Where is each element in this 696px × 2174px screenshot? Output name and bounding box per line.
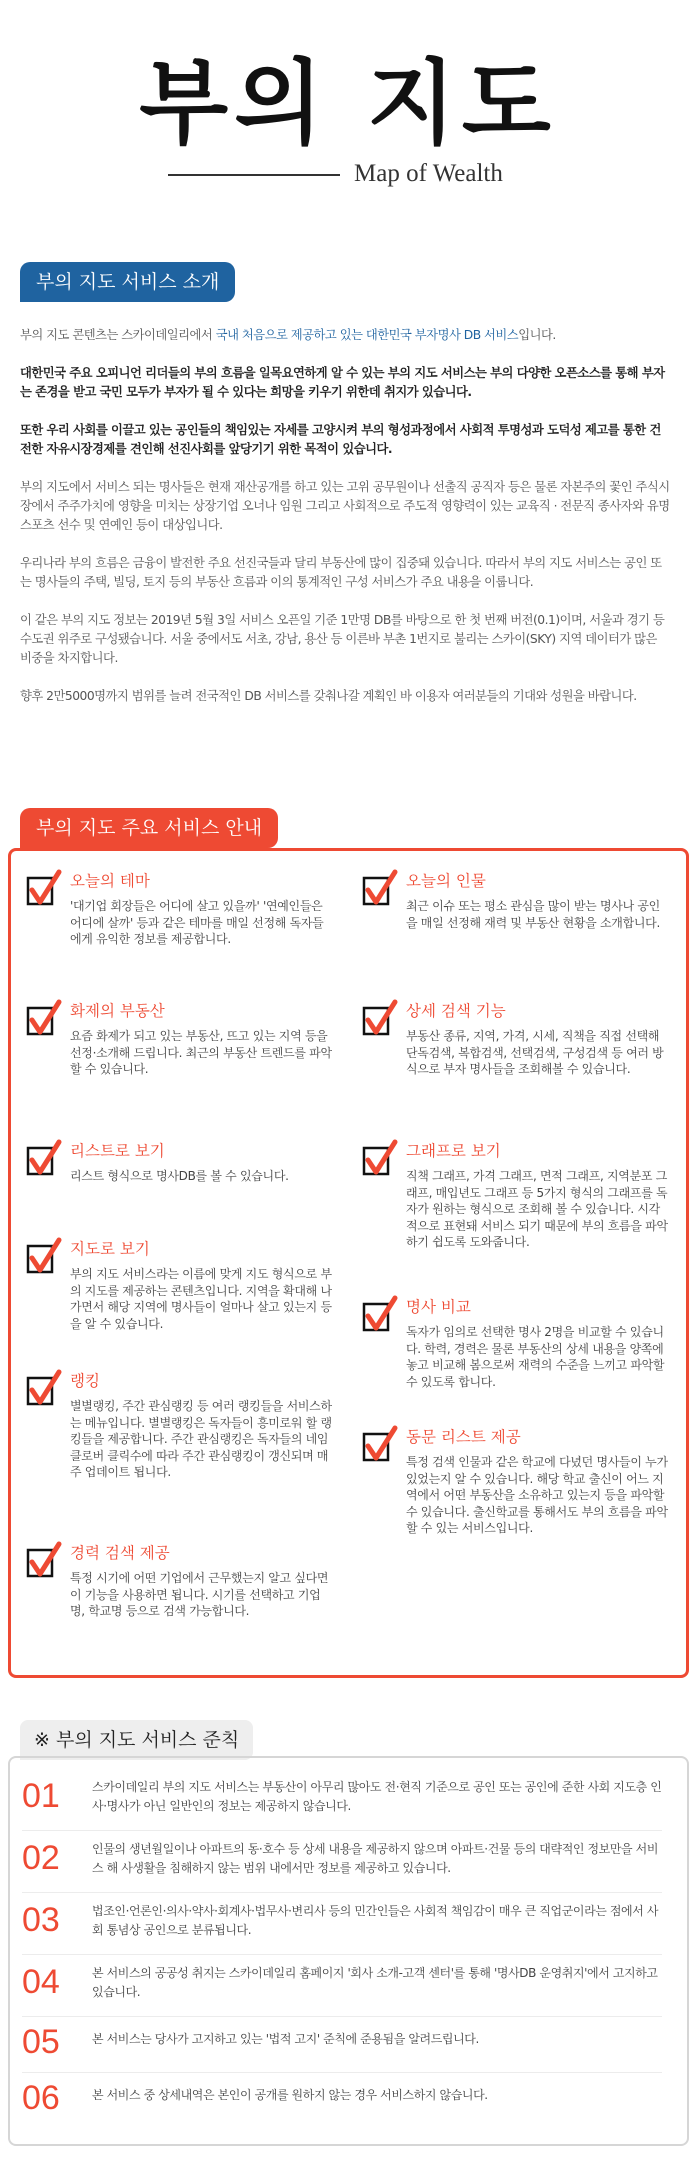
- service-description: 별별랭킹, 주간 관심랭킹 등 여러 랭킹들을 서비스하는 메뉴입니다. 별별랭킹은 독자들이 흥미로워 할 랭킹들을 제공합니다. 주간 관심랭킹은 독자들의 네임클로버 클릭수에 따라 주간 관심랭킹이 갱신되며 매주 업데이트 됩니다.: [70, 1399, 332, 1479]
- service-title: 상세 검색 기능: [406, 1002, 506, 1020]
- checkmark-box-icon: [362, 868, 398, 912]
- rule-text: 법조인·언론인·의사·약사·회계사·법무사·변리사 등의 민간인들은 사회적 책임감이 매우 큰 직업군이라는 점에서 사회 통념상 공인으로 분류됩니다.: [92, 1904, 659, 1937]
- service-description: 리스트 형식으로 명사DB를 볼 수 있습니다.: [70, 1169, 289, 1183]
- service-title: 동문 리스트 제공: [406, 1428, 521, 1446]
- rule-number: 03: [22, 1901, 60, 1939]
- rule-text: 본 서비스의 공공성 취지는 스카이데일리 홈페이지 '회사 소개-고객 센터'를 통해 '명사DB 운영취지'에서 고지하고 있습니다.: [92, 1966, 658, 1999]
- service-title: 그래프로 보기: [406, 1142, 501, 1160]
- checkmark-box-icon: [26, 1368, 62, 1412]
- checkmark-box-icon: [26, 1540, 62, 1584]
- service-description: 최근 이슈 또는 평소 관심을 많이 받는 명사나 공인을 매일 선정해 재력 및 부동산 현황을 소개합니다.: [406, 899, 660, 930]
- intro-body: [20, 326, 670, 725]
- service-description: 특정 검색 인물과 같은 학교에 다녔던 명사들이 누가 있었는지 알 수 있습니다. 해당 학교 출신이 어느 지역에서 어떤 부동산을 소유하고 있는지 등을 파악할 수 있습니다. 출신학교를 통해서도 부의 흐름을 파악할 수 있는 서비스입니다.: [406, 1455, 668, 1535]
- page-title: 부의 지도: [139, 49, 557, 157]
- service-description: 부의 지도 서비스라는 이름에 맞게 지도 형식으로 부의 지도를 제공하는 콘텐츠입니다. 지역을 확대해 나가면서 해당 지역에 명사들이 얼마나 살고 있는지 등을 알 수 있습니다.: [70, 1267, 332, 1331]
- services-heading: 부의 지도 주요 서비스 안내: [20, 808, 278, 848]
- service-description: 부동산 종류, 지역, 가격, 시세, 직책을 직접 선택해 단독검색, 복합검색, 선택검색, 구성검색 등 여러 방식으로 부자 명사들을 조회해볼 수 있습니다.: [406, 1029, 664, 1076]
- intro-paragraph-5: 우리나라 부의 흐름은 금융이 발전한 주요 선진국들과 달리 부동산에 많이 집중돼 있습니다. 따라서 부의 지도 서비스는 공인 또는 명사들의 주택, 빌딩, 토지 등의 부동산 흐름과 이의 통계적인 구성 서비스가 주요 내용을 이룹니다.: [20, 556, 662, 589]
- service-title: 지도로 보기: [70, 1240, 150, 1258]
- service-title: 명사 비교: [406, 1298, 471, 1316]
- rule-divider: [22, 2072, 662, 2073]
- intro-p1-suffix: 입니다.: [518, 328, 556, 342]
- rule-text: 인물의 생년월일이나 아파트의 동·호수 등 상세 내용을 제공하지 않으며 아파트·건물 등의 대략적인 정보만을 서비스 해 사생활을 침해하지 않는 범위 내에서만 정보를 제공하고 있습니다.: [92, 1842, 659, 1875]
- service-description: 직책 그래프, 가격 그래프, 면적 그래프, 지역분포 그래프, 매입년도 그래프 등 5가지 형식의 그래프를 독자가 원하는 형식으로 조회해 볼 수 있습니다. 시각적으로 표현돼 서비스 되기 때문에 부의 흐름을 파악하기 쉽도록 도와줍니다.: [406, 1169, 668, 1249]
- service-title: 오늘의 인물: [406, 872, 486, 890]
- rule-text: 본 서비스 중 상세내역은 본인이 공개를 원하지 않는 경우 서비스하지 않습니다.: [92, 2088, 488, 2102]
- checkmark-box-icon: [362, 1424, 398, 1468]
- rule-text: 본 서비스는 당사가 고지하고 있는 '법적 고지' 준칙에 준용됨을 알려드립니다.: [92, 2032, 479, 2046]
- hero-header: [0, 48, 696, 198]
- rule-number: 06: [22, 2079, 60, 2117]
- service-description: 특정 시기에 어떤 기업에서 근무했는지 알고 싶다면 이 기능을 사용하면 됩니다. 시기를 선택하고 기업명, 학교명 등으로 검색 가능합니다.: [70, 1571, 329, 1618]
- service-title: 경력 검색 제공: [70, 1544, 170, 1562]
- rule-divider: [22, 2016, 662, 2017]
- intro-heading: 부의 지도 서비스 소개: [20, 262, 235, 302]
- service-description: 독자가 임의로 선택한 명사 2명을 비교할 수 있습니다. 학력, 경력은 물론 부동산의 상세 내용을 양쪽에 놓고 비교해 봄으로써 재력의 수준을 느끼고 파악할 수 있도록 합니다.: [406, 1325, 665, 1389]
- checkmark-box-icon: [362, 998, 398, 1042]
- intro-paragraph-3: 또한 우리 사회를 이끌고 있는 공인들의 책임있는 자세를 고양시켜 부의 형성과정에서 사회적 투명성과 도덕성 제고를 통한 건전한 자유시장경제를 견인해 선진사회를 앞당기기 위한 목적이 있습니다.: [20, 423, 661, 456]
- checkmark-box-icon: [26, 1236, 62, 1280]
- rule-number: 04: [22, 1963, 60, 2001]
- rule-divider: [22, 1892, 662, 1893]
- intro-p1-prefix: 부의 지도 콘텐츠는 스카이데일리에서: [20, 328, 216, 342]
- service-title: 리스트로 보기: [70, 1142, 165, 1160]
- rule-text: 스카이데일리 부의 지도 서비스는 부동산이 아무리 많아도 전·현직 기준으로 공인 또는 공인에 준한 사회 지도층 인사·명사가 아닌 일반인의 정보는 제공하지 않습니다.: [92, 1780, 662, 1813]
- rules-heading: ※ 부의 지도 서비스 준칙: [20, 1720, 253, 1760]
- checkmark-box-icon: [362, 1138, 398, 1182]
- rule-number: 01: [22, 1777, 60, 1815]
- service-title: 오늘의 테마: [70, 872, 150, 890]
- checkmark-box-icon: [26, 998, 62, 1042]
- intro-highlight: 국내 처음으로 제공하고 있는 대한민국 부자명사 DB 서비스: [215, 328, 519, 342]
- rule-number: 05: [22, 2023, 60, 2061]
- service-description: 요즘 화제가 되고 있는 부동산, 뜨고 있는 지역 등을 선정·소개해 드립니다. 최근의 부동산 트렌드를 파악할 수 있습니다.: [70, 1029, 332, 1076]
- intro-paragraph-2: 대한민국 주요 오피니언 리더들의 부의 흐름을 일목요연하게 알 수 있는 부의 지도 서비스는 부의 다양한 오픈소스를 통해 부자는 존경을 받고 국민 모두가 부자가 될 수 있다는 희망을 키우기 위한데 취지가 있습니다.: [20, 366, 665, 399]
- service-title: 화제의 부동산: [70, 1002, 165, 1020]
- rule-divider: [22, 1954, 662, 1955]
- intro-paragraph-7: 향후 2만5000명까지 범위를 늘려 전국적인 DB 서비스를 갖춰나갈 계획인 바 이용자 여러분들의 기대와 성원을 바랍니다.: [20, 689, 637, 703]
- intro-paragraph-1: [20, 326, 670, 345]
- service-description: '대기업 회장들은 어디에 살고 있을까' '연예인들은 어디에 살까' 등과 같은 테마를 매일 선정해 독자들에게 유익한 정보를 제공합니다.: [70, 899, 324, 946]
- title-divider: [168, 174, 340, 176]
- checkmark-box-icon: [26, 1138, 62, 1182]
- service-title: 랭킹: [70, 1372, 100, 1390]
- rule-number: 02: [22, 1839, 60, 1877]
- checkmark-box-icon: [362, 1294, 398, 1338]
- intro-paragraph-4: 부의 지도에서 서비스 되는 명사들은 현재 재산공개를 하고 있는 고위 공무원이나 선출직 공직자 등은 물론 자본주의 꽃인 주식시장에서 주주가치에 영향을 미치는 상장기업 오너나 임원 그리고 사회적으로 주도적 영향력이 있는 교육직 · 전문직 종사자와 유명 스포츠 선수 및 연예인 등이 대상입니다.: [20, 480, 670, 532]
- rule-divider: [22, 1830, 662, 1831]
- checkmark-box-icon: [26, 868, 62, 912]
- page-subtitle: Map of Wealth: [354, 160, 503, 187]
- intro-paragraph-6: 이 같은 부의 지도 정보는 2019년 5월 3일 서비스 오픈일 기준 1만명 DB를 바탕으로 한 첫 번째 버전(0.1)이며, 서울과 경기 등 수도권 위주로 구성됐습니다. 서울 중에서도 서초, 강남, 용산 등 이른바 부촌 1번지로 불리는 스카이(SKY) 지역 데이터가 많은 비중을 차지합니다.: [20, 613, 665, 665]
